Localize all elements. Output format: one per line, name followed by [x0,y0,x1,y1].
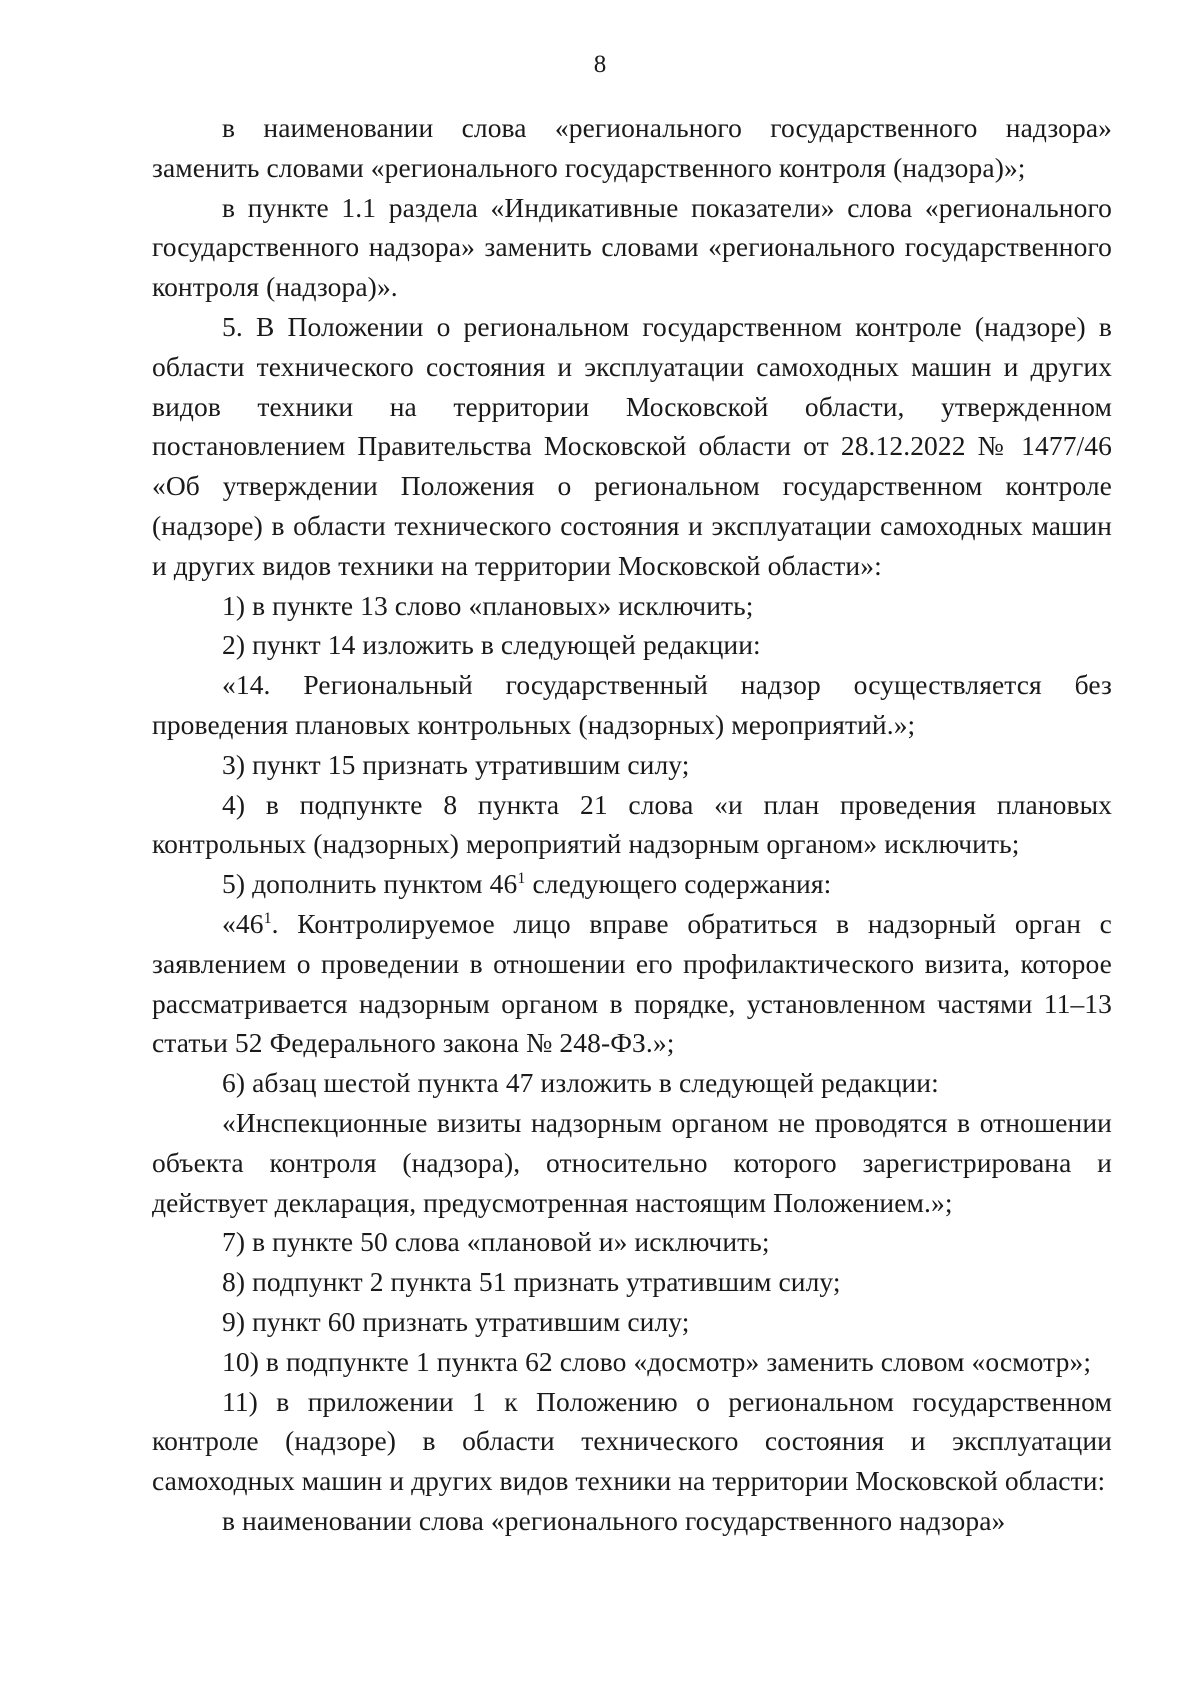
paragraph-text: «46 [222,907,264,939]
paragraph-text: 3) пункт 15 признать утратившим силу; [222,748,690,780]
paragraph-text: в пункте 1.1 раздела «Индикативные показатели» слова «регионального государственного надзора» заменить словами «регионального государственного контроля (надзора)». [152,191,1112,303]
paragraph [152,864,1112,904]
paragraph [152,586,1112,626]
paragraph-text: 4) в подпункте 8 пункта 21 слова «и план проведения плановых контрольных (надзорных) мероприятий надзорным органом» исключить; [152,788,1112,860]
paragraph [152,1342,1112,1382]
paragraph-text: 10) в подпункте 1 пункта 62 слово «досмотр» заменить словом «осмотр»; [222,1345,1092,1377]
paragraph [152,665,1112,745]
paragraph [152,307,1112,586]
superscript: 1 [263,909,272,927]
paragraph-text: 5. В Положении о региональном государственном контроле (надзоре) в области технического состояния и эксплуатации самоходных машин и других видов техники на территории Московской области, утвержденном постановлением Правительства Московской области от 28.12.2022 № 1477/46 «Об утверждении Положения о региональном государственном контроле (надзоре) в области технического состояния и эксплуатации самоходных машин и других видов техники на территории Московской области»: [152,310,1112,581]
paragraph [152,785,1112,865]
paragraph-text: 7) в пункте 50 слова «плановой и» исключить; [222,1226,770,1258]
paragraph [152,108,1112,188]
paragraph-text-continued: . Контролируемое лицо вправе обратиться в надзорный орган с заявлением о проведении в отношении его профилактического визита, которое рассматривается надзорным органом в порядке, установленном частями 11–13 статьи 52 Федерального закона № 248-ФЗ.»; [152,907,1112,1059]
paragraph [152,1063,1112,1103]
paragraph-text: 8) подпункт 2 пункта 51 признать утратившим силу; [222,1266,841,1298]
document-body [152,108,1112,1541]
paragraph [152,904,1112,1063]
paragraph-text-continued: следующего содержания: [525,868,832,900]
superscript: 1 [517,869,526,887]
paragraph-text: в наименовании слова «регионального государственного надзора» [222,1504,1006,1536]
paragraph [152,1501,1112,1541]
paragraph [152,1302,1112,1342]
paragraph-text: 2) пункт 14 изложить в следующей редакции: [222,629,761,661]
paragraph-text: 11) в приложении 1 к Положению о региональном государственном контроле (надзоре) в области технического состояния и эксплуатации самоходных машин и других видов техники на территории Московской области: [152,1385,1112,1497]
paragraph-text: 9) пункт 60 признать утратившим силу; [222,1305,690,1337]
paragraph [152,1382,1112,1501]
paragraph-text: 1) в пункте 13 слово «плановых» исключить; [222,589,754,621]
paragraph [152,1262,1112,1302]
paragraph [152,625,1112,665]
paragraph-text: 6) абзац шестой пункта 47 изложить в следующей редакции: [222,1067,939,1099]
paragraph [152,1222,1112,1262]
paragraph [152,745,1112,785]
paragraph-text: в наименовании слова «регионального государственного надзора» заменить словами «регионального государственного контроля (надзора)»; [152,112,1112,183]
paragraph-text: 5) дополнить пунктом 46 [222,868,518,900]
paragraph [152,188,1112,307]
page-number: 8 [593,51,607,78]
paragraph-text: «Инспекционные визиты надзорным органом не проводятся в отношении объекта контроля (надзора), относительно которого зарегистрирована и действует декларация, предусмотренная настоящим Положением.»; [152,1106,1112,1218]
paragraph [152,1103,1112,1222]
paragraph-text: «14. Региональный государственный надзор осуществляется без проведения плановых контрольных (надзорных) мероприятий.»; [152,669,1112,740]
